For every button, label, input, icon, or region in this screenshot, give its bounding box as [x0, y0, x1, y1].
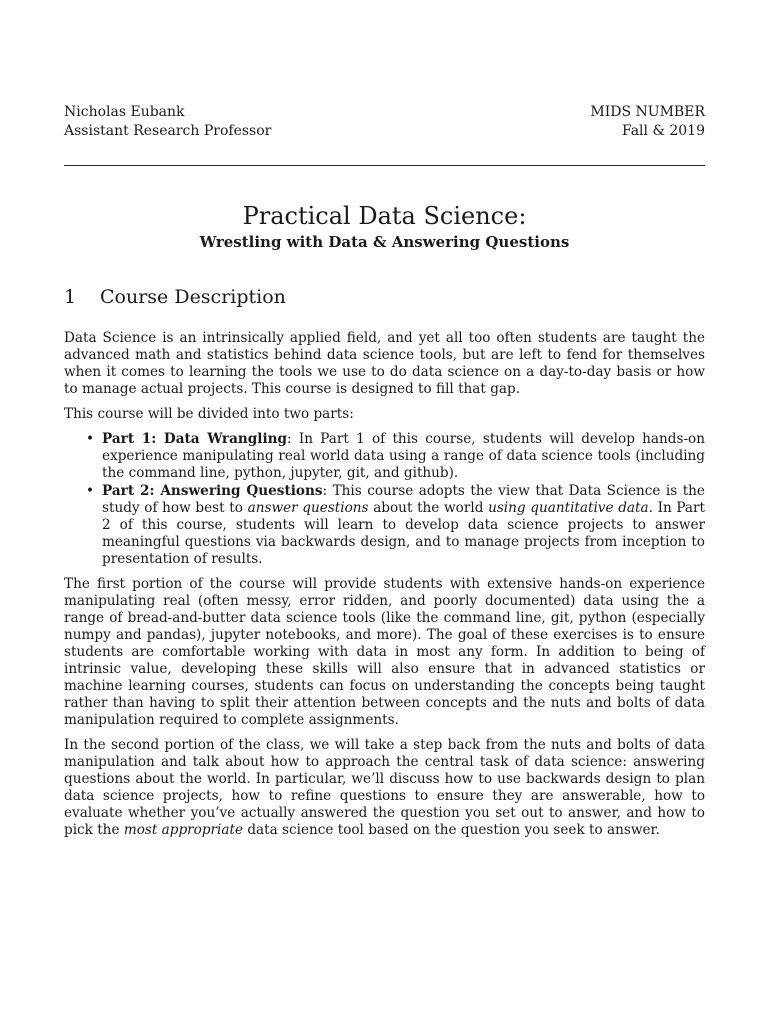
bullet-icon: • — [86, 483, 95, 499]
course-number: MIDS NUMBER — [590, 104, 705, 120]
author-block — [64, 103, 271, 141]
divided-paragraph: This course will be divided into two parts: — [64, 406, 354, 422]
part-2-text-a: : This course adopts the view that Data Science is the study of how best to — [102, 483, 705, 516]
list-item-part-2 — [86, 483, 705, 568]
course-term: Fall & 2019 — [621, 123, 705, 139]
part-2-text-c: . In Part 2 of this course, students will learn to develop data science projects to answer meaningful questions via backwards design, and to manage projects from inception to presentation of results. — [102, 500, 705, 567]
intro-paragraph: Data Science is an intrinsically applied field, and yet all too often students are taught the advanced math and statistics behind data science tools, but are left to fend for themselves when it comes to learning the tools we use to do data science on a day-to-day basis or how to manage actual projects. This course is designed to fill that gap. — [64, 330, 705, 397]
course-block — [590, 103, 705, 141]
part-1-text: : In Part 1 of this course, students will develop hands-on experience manipulating real world data using a range of data science tools (including the command line, python, jupyter, git, and github). — [102, 431, 705, 481]
bullet-icon: • — [86, 431, 95, 447]
second-text-a: In the second portion of the class, we will take a step back from the nuts and bolts of data manipulation and talk about how to approach the central task of data science: answering questions about the world. In particular, we’ll discuss how to use backwards design to plan data science projects, how to refine questions to ensure they are answerable, how to evaluate whether you’ve actually answered the question you set out to answer, and how to pick the — [64, 737, 705, 838]
first-portion-paragraph: The first portion of the course will provide students with extensive hands-on experience manipulating real (often messy, error ridden, and poorly documented) data using the a range of bread-and-butter data science tools (like the command line, git, python (especially numpy and pandas), jupyter notebooks, and more). The goal of these exercises is to ensure students are comfortable working with data in most any form. In addition to being of intrinsic value, developing these skills will also ensure that in advanced statistics or machine learning courses, students can focus on understanding the concepts being taught rather than having to split their attention between concepts and the nuts and bolts of data manipulation required to complete assignments. — [64, 576, 705, 728]
section-heading — [64, 284, 286, 310]
parts-list — [64, 431, 705, 568]
list-item-part-1 — [86, 431, 705, 482]
part-2-label: Part 2: Answering Questions — [102, 483, 323, 499]
section-title: Course Description — [100, 286, 286, 308]
document-title: Practical Data Science: — [242, 202, 527, 230]
author-title: Assistant Research Professor — [64, 123, 272, 139]
document-subtitle: Wrestling with Data & Answering Questions — [199, 233, 570, 251]
part-2-emphasis-a: answer questions — [247, 500, 369, 516]
header-rule — [64, 165, 705, 166]
second-portion-paragraph — [64, 737, 705, 839]
part-1-label: Part 1: Data Wrangling — [102, 431, 287, 447]
second-emphasis: most appropriate — [123, 822, 243, 838]
section-body — [64, 330, 705, 847]
section-number: 1 — [64, 286, 77, 308]
part-2-text-b: about the world — [368, 500, 489, 516]
part-2-emphasis-b: using quantitative data — [488, 500, 649, 516]
second-text-b: data science tool based on the question you seek to answer. — [243, 822, 660, 838]
author-name: Nicholas Eubank — [64, 104, 185, 120]
